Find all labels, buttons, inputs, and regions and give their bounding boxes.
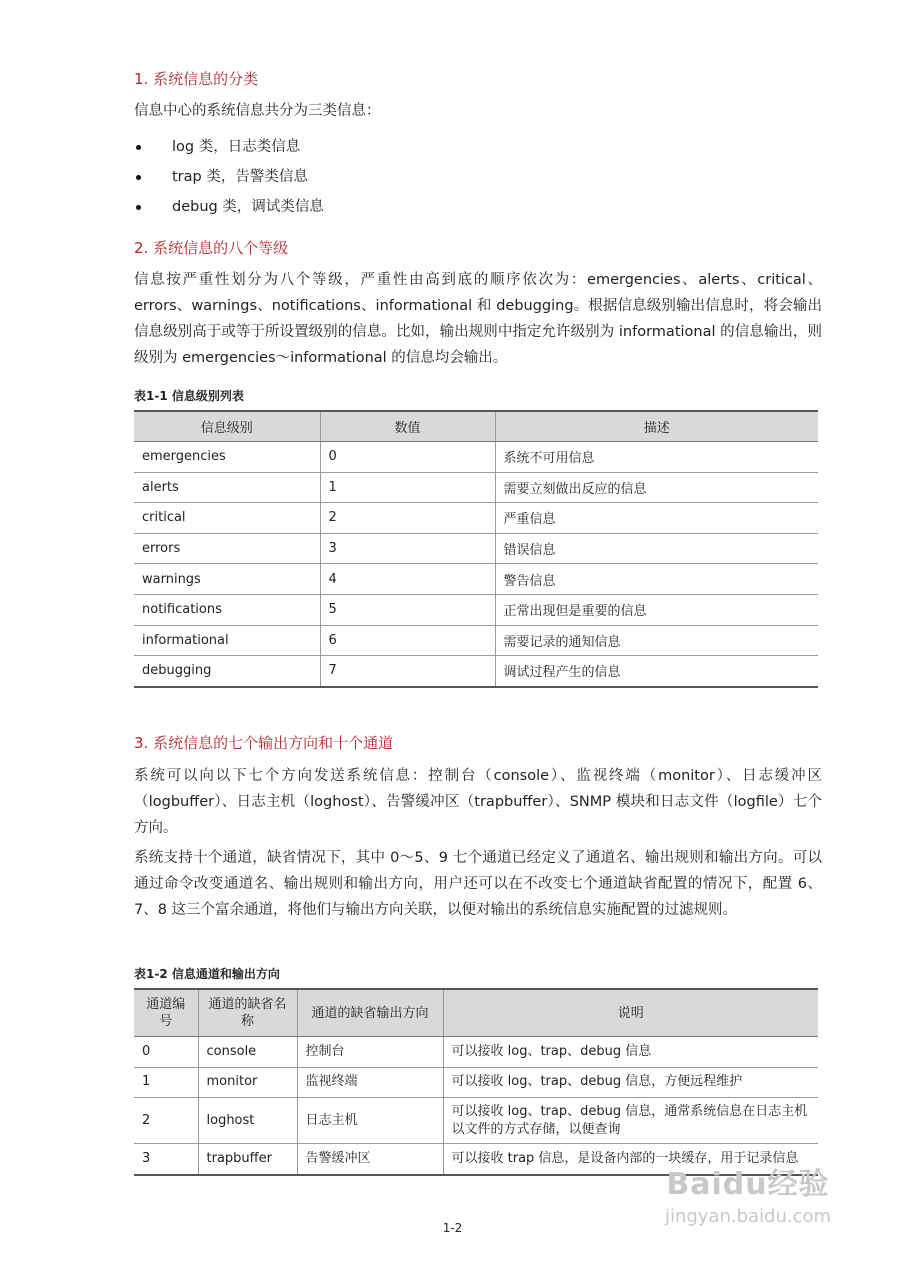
watermark-brand: Baidu经验 <box>666 1167 830 1202</box>
column-header: 通道的缺省输出方向 <box>297 989 443 1037</box>
table-row: informational 6 需要记录的通知信息 <box>134 625 818 656</box>
table-row: 2 loghost 日志主机 可以接收 log、trap、debug 信息，通常系统信息在日志主机以文件的方式存储，以便查询 <box>134 1098 818 1144</box>
table-row: emergencies 0 系统不可用信息 <box>134 442 818 473</box>
table-row: 3 trapbuffer 告警缓冲区 可以接收 trap 信息，是设备内部的一块缓存，用于记录信息 <box>134 1144 818 1175</box>
column-header: 数值 <box>320 411 495 442</box>
column-header: 描述 <box>495 411 818 442</box>
table-row: errors 3 错误信息 <box>134 533 818 564</box>
list-item: debug 类，调试类信息 <box>134 196 324 226</box>
category-list <box>134 136 324 226</box>
table-row: alerts 1 需要立刻做出反应的信息 <box>134 472 818 503</box>
channel-table <box>134 988 818 1176</box>
section-3-paragraph-1: 系统可以向以下七个方向发送系统信息：控制台（console）、监视终端（monitor）、日志缓冲区（logbuffer）、日志主机（loghost）、告警缓冲区（trapbuffer）、SNMP 模块和日志文件（logfile）七个方向。 <box>134 768 822 836</box>
watermark-url: jingyan.baidu.com <box>664 1206 832 1227</box>
table-row: critical 2 严重信息 <box>134 503 818 534</box>
column-header: 信息级别 <box>134 411 320 442</box>
level-table <box>134 410 818 688</box>
table-row: 1 monitor 监视终端 可以接收 log、trap、debug 信息，方便远程维护 <box>134 1067 818 1098</box>
baidu-watermark <box>648 1165 848 1229</box>
section-1-intro: 信息中心的系统信息共分为三类信息： <box>134 103 381 119</box>
table-row: warnings 4 警告信息 <box>134 564 818 595</box>
page-number: 1-2 <box>442 1221 463 1235</box>
section-1-heading: 1. 系统信息的分类 <box>134 70 259 88</box>
bullet-icon <box>136 145 141 150</box>
section-3-paragraph-2: 系统支持十个通道，缺省情况下，其中 0～5、9 七个通道已经定义了通道名、输出规则和输出方向。可以通过命令改变通道名、输出规则和输出方向，用户还可以在不改变七个通道缺省配置的情况下，配置 6、7、8 这三个富余通道，将他们与输出方向关联，以便对输出的系统信息实施配置的过滤规则。 <box>134 850 822 918</box>
table-row: debugging 7 调试过程产生的信息 <box>134 656 818 687</box>
column-header: 通道编号 <box>134 989 198 1037</box>
list-item: log 类，日志类信息 <box>134 136 324 166</box>
bullet-icon <box>136 175 141 180</box>
table-2-caption: 表1-2 信息通道和输出方向 <box>134 967 280 981</box>
table-1-caption: 表1-1 信息级别列表 <box>134 389 244 403</box>
column-header: 通道的缺省名称 <box>198 989 297 1037</box>
section-2-paragraph: 信息按严重性划分为八个等级，严重性由高到底的顺序依次为：emergencies、alerts、critical、errors、warnings、notifications、informational 和 debugging。根据信息级别输出信息时，将会输出信息级别高于或等于所设置级别的信息。比如，输出规则中指定允许级别为 informational 的信息输出，则级别为 emergencies～informational 的信息均会输出。 <box>134 272 822 366</box>
section-3-heading: 3. 系统信息的七个输出方向和十个通道 <box>134 734 394 752</box>
list-item: trap 类，告警类信息 <box>134 166 324 196</box>
section-2-heading: 2. 系统信息的八个等级 <box>134 239 289 257</box>
table-row: notifications 5 正常出现但是重要的信息 <box>134 594 818 625</box>
column-header: 说明 <box>443 989 818 1037</box>
table-row: 0 console 控制台 可以接收 log、trap、debug 信息 <box>134 1037 818 1068</box>
bullet-icon <box>136 205 141 210</box>
